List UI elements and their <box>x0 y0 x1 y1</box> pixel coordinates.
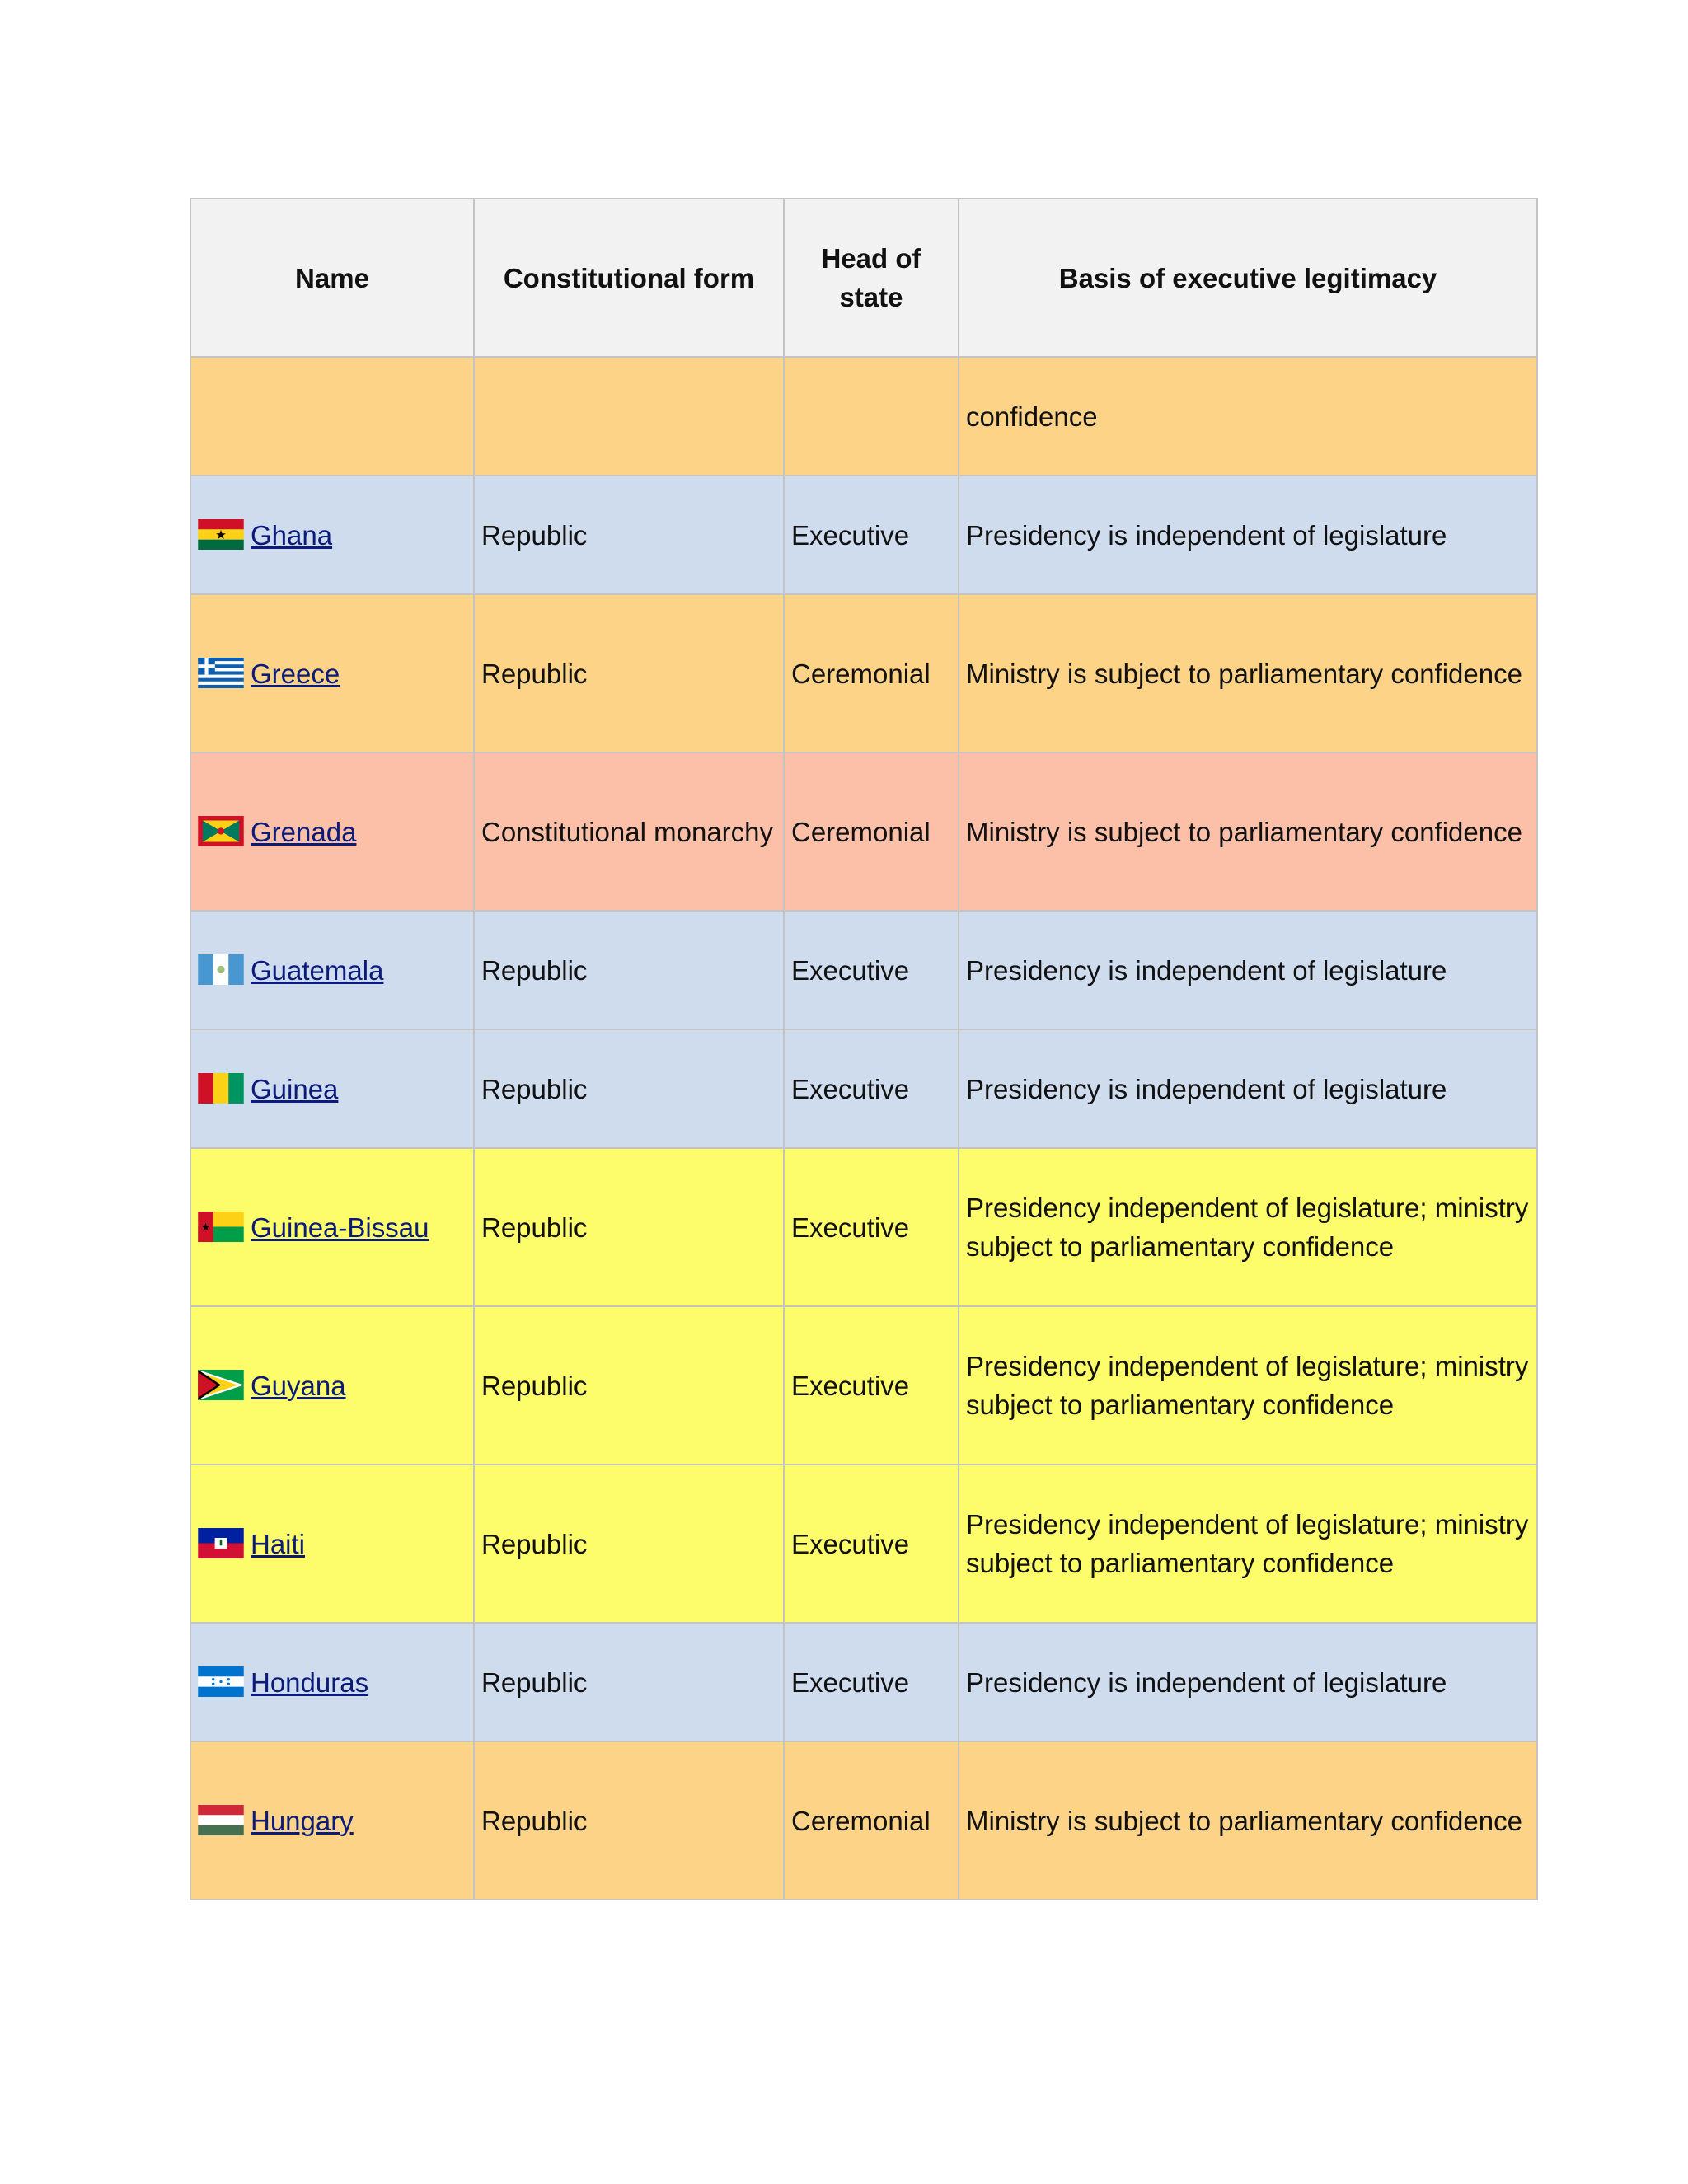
basis-cell: Presidency is independent of legislature <box>959 476 1537 594</box>
head-cell <box>784 357 959 476</box>
basis-cell: Presidency independent of legislature; ministry subject to parliamentary confidence <box>959 1148 1537 1306</box>
basis-cell: confidence <box>959 357 1537 476</box>
form-cell: Republic <box>474 476 784 594</box>
table-row <box>190 1465 1537 1623</box>
head-cell: Ceremonial <box>784 1741 959 1900</box>
name-cell <box>190 1741 474 1900</box>
table-row <box>190 1306 1537 1465</box>
head-cell: Ceremonial <box>784 752 959 911</box>
form-cell: Republic <box>474 1741 784 1900</box>
greece-flag-icon <box>198 658 244 688</box>
name-cell <box>190 911 474 1029</box>
form-cell: Republic <box>474 1306 784 1465</box>
table-row <box>190 1029 1537 1148</box>
country-link-grenada[interactable]: Grenada <box>251 816 357 847</box>
hungary-flag-icon <box>198 1805 244 1835</box>
header-constitutional-form: Constitutional form <box>474 199 784 357</box>
guinea-bissau-flag-icon <box>198 1212 244 1242</box>
name-cell <box>190 1029 474 1148</box>
table-row <box>190 1148 1537 1306</box>
ghana-flag-icon <box>198 519 244 550</box>
name-cell <box>190 1623 474 1741</box>
header-row <box>190 199 1537 357</box>
table-row <box>190 1623 1537 1741</box>
head-cell: Ceremonial <box>784 594 959 752</box>
header-basis-of-legitimacy: Basis of executive legitimacy <box>959 199 1537 357</box>
grenada-flag-icon <box>198 816 244 846</box>
form-cell: Republic <box>474 1623 784 1741</box>
form-cell: Constitutional monarchy <box>474 752 784 911</box>
basis-cell: Presidency independent of legislature; ministry subject to parliamentary confidence <box>959 1465 1537 1623</box>
table-row <box>190 1741 1537 1900</box>
basis-cell: Ministry is subject to parliamentary confidence <box>959 1741 1537 1900</box>
table-row <box>190 357 1537 476</box>
table-row <box>190 911 1537 1029</box>
country-link-haiti[interactable]: Haiti <box>251 1528 306 1559</box>
form-cell <box>474 357 784 476</box>
name-cell <box>190 1465 474 1623</box>
head-cell: Executive <box>784 1465 959 1623</box>
basis-cell: Presidency is independent of legislature <box>959 911 1537 1029</box>
form-cell: Republic <box>474 1148 784 1306</box>
name-cell <box>190 1306 474 1465</box>
country-link-guinea[interactable]: Guinea <box>251 1073 339 1104</box>
table-row <box>190 476 1537 594</box>
basis-cell: Ministry is subject to parliamentary confidence <box>959 752 1537 911</box>
country-link-guyana[interactable]: Guyana <box>251 1370 346 1401</box>
basis-cell: Presidency independent of legislature; ministry subject to parliamentary confidence <box>959 1306 1537 1465</box>
guatemala-flag-icon <box>198 954 244 985</box>
country-link-guatemala[interactable]: Guatemala <box>251 954 384 986</box>
form-cell: Republic <box>474 1465 784 1623</box>
country-link-ghana[interactable]: Ghana <box>251 519 333 551</box>
government-table <box>190 198 1538 1900</box>
table-row <box>190 594 1537 752</box>
country-link-greece[interactable]: Greece <box>251 658 340 689</box>
head-cell: Executive <box>784 1029 959 1148</box>
form-cell: Republic <box>474 911 784 1029</box>
guinea-flag-icon <box>198 1073 244 1104</box>
basis-cell: Presidency is independent of legislature <box>959 1029 1537 1148</box>
head-cell: Executive <box>784 476 959 594</box>
header-name: Name <box>190 199 474 357</box>
head-cell: Executive <box>784 1148 959 1306</box>
name-cell <box>190 594 474 752</box>
haiti-flag-icon <box>198 1528 244 1558</box>
table-row <box>190 752 1537 911</box>
form-cell: Republic <box>474 594 784 752</box>
country-link-guinea-bissau[interactable]: Guinea-Bissau <box>251 1212 429 1243</box>
basis-cell: Presidency is independent of legislature <box>959 1623 1537 1741</box>
name-cell <box>190 476 474 594</box>
guyana-flag-icon <box>198 1370 244 1400</box>
name-cell <box>190 1148 474 1306</box>
head-cell: Executive <box>784 911 959 1029</box>
name-cell <box>190 752 474 911</box>
name-cell <box>190 357 474 476</box>
head-cell: Executive <box>784 1306 959 1465</box>
basis-cell: Ministry is subject to parliamentary confidence <box>959 594 1537 752</box>
head-cell: Executive <box>784 1623 959 1741</box>
header-head-of-state: Head of state <box>784 199 959 357</box>
country-link-hungary[interactable]: Hungary <box>251 1805 354 1836</box>
country-link-honduras[interactable]: Honduras <box>251 1666 369 1698</box>
honduras-flag-icon <box>198 1666 244 1697</box>
form-cell: Republic <box>474 1029 784 1148</box>
